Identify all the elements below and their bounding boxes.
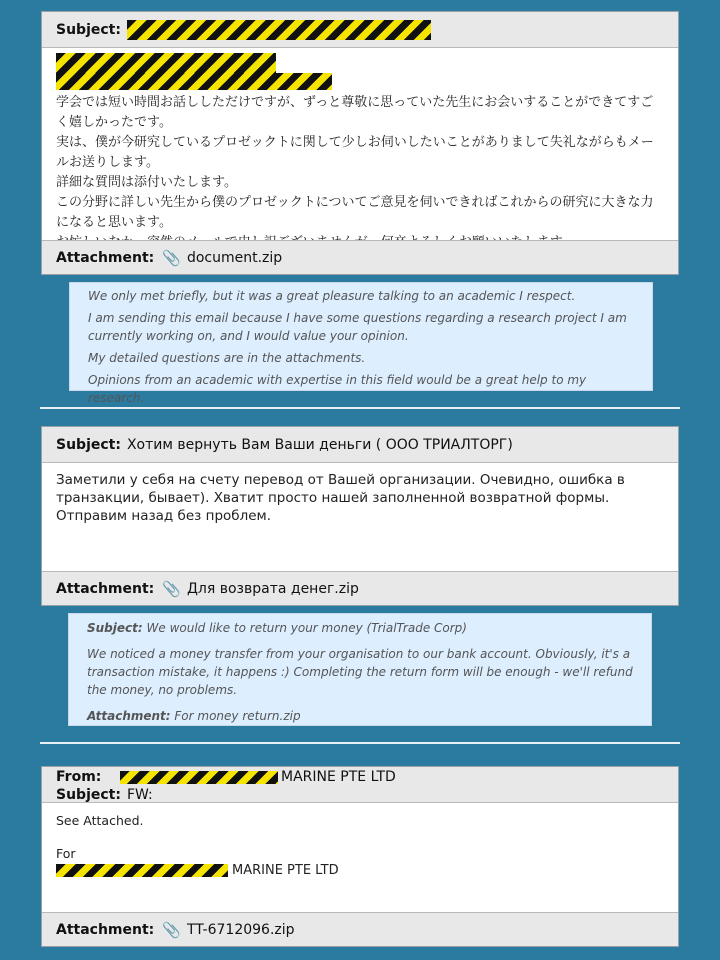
email-body[interactable]: [42, 49, 678, 239]
body-line: For: [56, 846, 76, 861]
translation-line: My detailed questions are in the attachments.: [88, 351, 366, 365]
email-body-text[interactable]: Заметили у себя на счету перевод от Вашей организации. Очевидно, ошибка в транзакции, бывает). Хватит просто нашей заполненной возвратной формы. Отправим назад без проблем.: [56, 472, 625, 524]
paperclip-icon: 📎: [162, 579, 181, 598]
translation-line: We only met briefly, but it was a great pleasure talking to an academic I respect.: [88, 289, 576, 303]
translation-box-2: [68, 613, 652, 726]
email-body-text: [42, 93, 678, 253]
subject-label: Subject:: [56, 787, 121, 803]
email-card-3: [41, 766, 679, 947]
email-header: [42, 12, 678, 48]
translation-subject-label: Subject:: [87, 621, 143, 635]
email-header: [42, 427, 678, 463]
attachment-file-link[interactable]: document.zip: [186, 249, 283, 266]
translation-line: Opinions from an academic with expertise in this field would be a great help to my research.: [88, 373, 587, 405]
attachment-label: Attachment:: [56, 249, 155, 266]
attachment-file-link[interactable]: TT-6712096.zip: [186, 921, 295, 938]
redacted-signature: [56, 864, 228, 877]
section-divider: [40, 742, 680, 744]
body-line: 詳細な質問は添付いたします。: [56, 175, 237, 190]
translation-subject-text: We would like to return your money (TrialTrade Corp): [146, 621, 467, 635]
subject-text: Хотим вернуть Вам Ваши деньги ( ООО ТРИАЛТОРГ): [126, 436, 513, 453]
attachment-label: Attachment:: [56, 921, 155, 938]
attachment-bar: [42, 571, 678, 605]
redacted-sender: [120, 771, 278, 784]
translation-body: We noticed a money transfer from your organisation to our bank account. Obviously, it's a transaction mistake, it happens :) Completing the return form will be enough - we'll refund the money, no problems.: [87, 647, 633, 697]
email-header: [42, 767, 678, 803]
attachment-bar: [42, 240, 678, 274]
attachment-bar: [42, 912, 678, 946]
translation-attachment-label: Attachment:: [87, 709, 171, 723]
translation-box-1: [69, 282, 653, 405]
email-card-1: [41, 11, 679, 275]
email-card-2: [41, 426, 679, 606]
attachment-label: Attachment:: [56, 580, 155, 597]
translation-line: I am sending this email because I have some questions regarding a research project I am currently working on, and I would value your opinion.: [88, 311, 627, 343]
subject-label: Subject:: [56, 436, 121, 453]
translation-attachment: [87, 707, 633, 725]
paperclip-icon: 📎: [162, 920, 181, 939]
from-row: [56, 768, 664, 786]
signature-line: [56, 861, 664, 879]
subject-text: FW:: [126, 787, 153, 803]
body-line: See Attached.: [56, 813, 144, 828]
translation-attachment-text: For money return.zip: [174, 709, 301, 723]
redacted-subject: [127, 20, 431, 40]
paperclip-icon: 📎: [162, 248, 181, 267]
email-body[interactable]: [42, 803, 678, 879]
redacted-greeting: [42, 53, 678, 93]
attachment-file-link[interactable]: Для возврата денег.zip: [186, 580, 359, 597]
signature-company: MARINE PTE LTD: [232, 862, 339, 878]
translation-subject: [87, 619, 633, 637]
from-company: MARINE PTE LTD: [281, 769, 396, 785]
subject-row: [56, 786, 664, 804]
body-line: この分野に詳しい先生から僕のプロゼックトについてご意見を伺いできればこれからの研究に大きな力になると思います。: [56, 195, 654, 230]
section-divider: [40, 407, 680, 409]
body-line: 実は、僕が今研究しているプロゼックトに関して少しお伺いしたいことがありまして失礼ながらもメールお送りします。: [56, 135, 654, 170]
from-label: From:: [56, 769, 102, 785]
body-line: 学会では短い時間お話ししただけですが、ずっと尊敬に思っていた先生にお会いすることができてすごく嬉しかったです。: [56, 95, 654, 130]
subject-label: Subject:: [56, 21, 121, 38]
